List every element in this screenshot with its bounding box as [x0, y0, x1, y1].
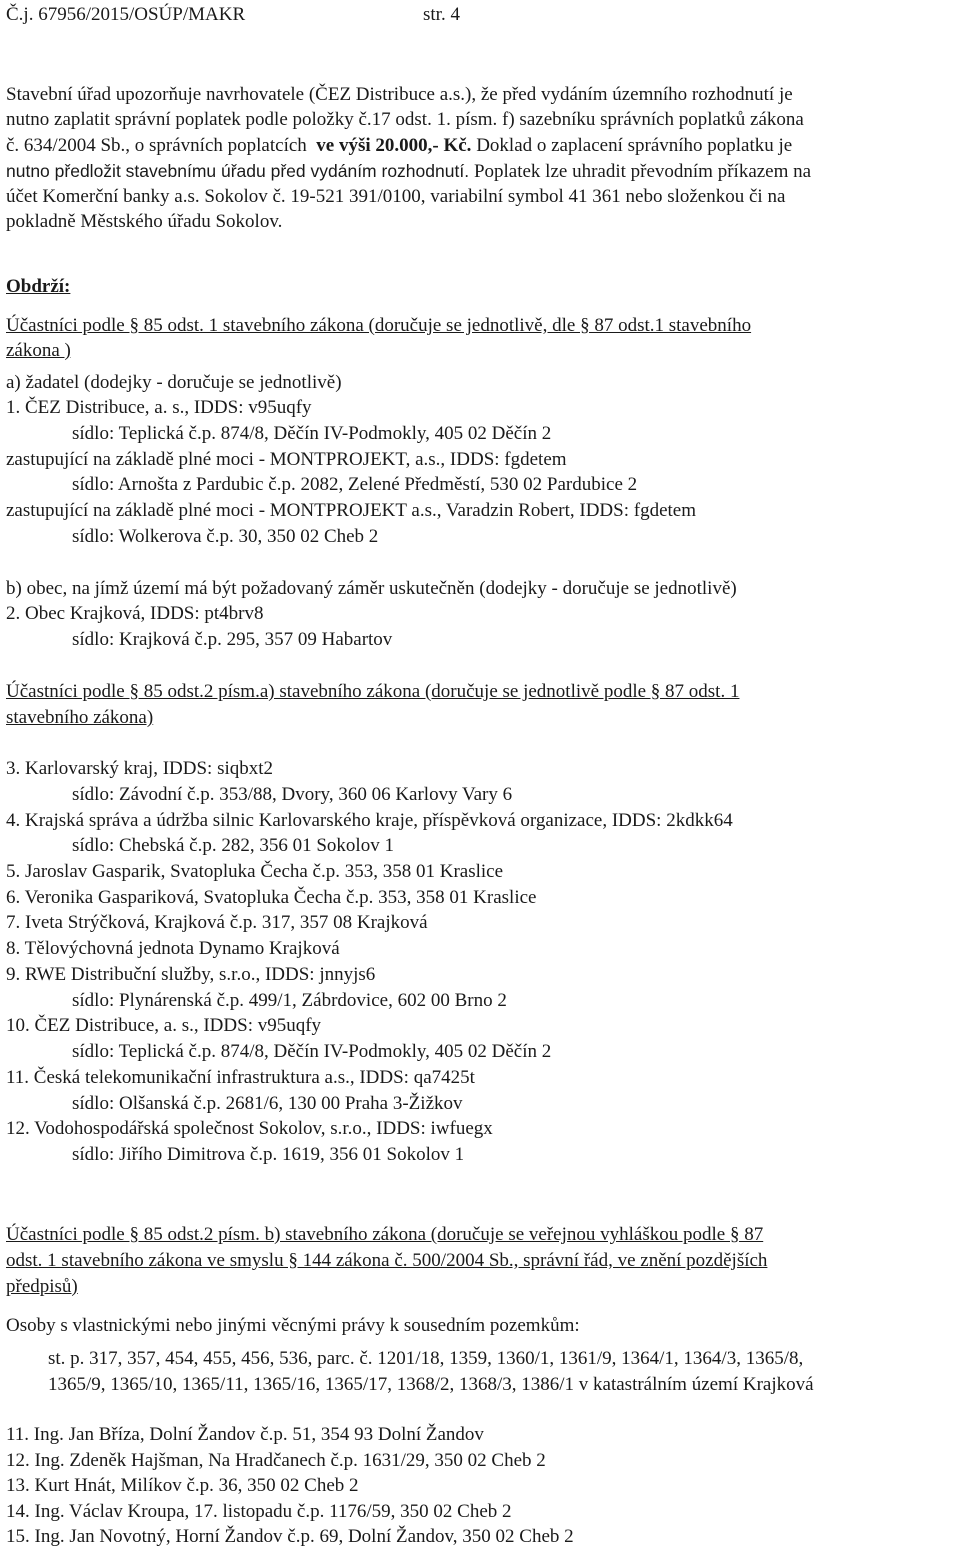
list-item-address: sídlo: Plynárenská č.p. 499/1, Zábrdovice, 602 00 Brno 2 — [72, 990, 507, 1011]
list-item: 3. Karlovarský kraj, IDDS: siqbxt2 — [6, 758, 274, 779]
intro-line-4-text-b: Poplatek lze uhradit převodním příkazem na — [473, 161, 812, 182]
list-item: 14. Ing. Václav Kroupa, 17. listopadu č.p. 1176/59, 350 02 Cheb 2 — [6, 1501, 512, 1522]
intro-line-2: nutno zaplatit správní poplatek podle položky č.17 odst. 1. písm. f) sazebníku správních poplatků zákona — [6, 109, 804, 130]
group1-heading-2: zákona ) — [6, 340, 71, 361]
list-item: 12. Ing. Zdeněk Hajšman, Na Hradčanech č.p. 1631/29, 350 02 Cheb 2 — [6, 1450, 546, 1471]
group1-subheading-b: b) obec, na jímž území má být požadovaný záměr uskutečněn (dodejky - doručuje se jednotlivě) — [6, 578, 737, 599]
group2-heading-1: Účastníci podle § 85 odst.2 písm.a) stavebního zákona (doručuje se jednotlivě podle § 87 odst. 1 — [6, 681, 740, 702]
recipient-1-representative-2: zastupující na základě plné moci - MONTPROJEKT a.s., Varadzin Robert, IDDS: fgdetem — [6, 500, 697, 521]
list-item-address: sídlo: Závodní č.p. 353/88, Dvory, 360 06 Karlovy Vary 6 — [72, 784, 513, 805]
group1-subheading-a: a) žadatel (dodejky - doručuje se jednotlivě) — [6, 372, 342, 393]
recipient-1: 1. ČEZ Distribuce, a. s., IDDS: v95uqfy — [6, 397, 312, 418]
list-item-address: sídlo: Chebská č.p. 282, 356 01 Sokolov 1 — [72, 835, 394, 856]
list-item: 13. Kurt Hnát, Milíkov č.p. 36, 350 02 Cheb 2 — [6, 1475, 359, 1496]
intro-line-3-text-b: Doklad o zaplacení správního poplatku je — [476, 135, 793, 156]
recipient-1-representative-2-address: sídlo: Wolkerova č.p. 30, 350 02 Cheb 2 — [72, 526, 379, 547]
intro-line-6: pokladně Městského úřadu Sokolov. — [6, 211, 283, 232]
list-item: 7. Iveta Strýčková, Krajková č.p. 317, 357 08 Krajková — [6, 912, 428, 933]
list-item: 12. Vodohospodářská společnost Sokolov, s.r.o., IDDS: iwfuegx — [6, 1118, 493, 1139]
group3-heading-2: odst. 1 stavebního zákona ve smyslu § 144 zákona č. 500/2004 Sb., správní řád, ve znění pozdějších — [6, 1250, 768, 1271]
list-item: 5. Jaroslav Gasparik, Svatopluka Čecha č.p. 353, 358 01 Kraslice — [6, 861, 504, 882]
list-item: 4. Krajská správa a údržba silnic Karlovarského kraje, příspěvková organizace, IDDS: 2kdkk64 — [6, 810, 733, 831]
list-item: 6. Veronika Gaspariková, Svatopluka Čecha č.p. 353, 358 01 Kraslice — [6, 887, 537, 908]
list-item: 10. ČEZ Distribuce, a. s., IDDS: v95uqfy — [6, 1015, 322, 1036]
list-item: 9. RWE Distribuční služby, s.r.o., IDDS: jnnyjs6 — [6, 964, 376, 985]
list-item-address: sídlo: Teplická č.p. 874/8, Děčín IV-Podmokly, 405 02 Děčín 2 — [72, 1041, 552, 1062]
list-item: 11. Česká telekomunikační infrastruktura a.s., IDDS: qa7425t — [6, 1067, 475, 1088]
intro-line-4 — [6, 158, 811, 184]
recipient-1-address: sídlo: Teplická č.p. 874/8, Děčín IV-Podmokly, 405 02 Děčín 2 — [72, 423, 552, 444]
fee-amount: ve výši 20.000,- Kč. — [316, 135, 472, 156]
list-item-address: sídlo: Olšanská č.p. 2681/6, 130 00 Praha 3-Žižkov — [72, 1093, 463, 1114]
recipients-heading: Obdrží: — [6, 276, 71, 297]
group2-heading-2: stavebního zákona) — [6, 707, 154, 728]
intro-line-1: Stavební úřad upozorňuje navrhovatele (ČEZ Distribuce a.s.), že před vydáním územního rozhodnutí je — [6, 84, 793, 105]
intro-line-5: účet Komerční banky a.s. Sokolov č. 19-521 391/0100, variabilní symbol 41 361 nebo složenkou či na — [6, 186, 786, 207]
intro-line-3 — [6, 133, 792, 159]
intro-line-3-text: č. 634/2004 Sb., o správních poplatcích — [6, 135, 307, 156]
intro-line-4-text: nutno předložit stavebnímu úřadu před vydáním rozhodnutí. — [6, 161, 470, 181]
recipient-1-representative-1-address: sídlo: Arnošta z Pardubic č.p. 2082, Zelené Předměstí, 530 02 Pardubice 2 — [72, 474, 638, 495]
list-item: 11. Ing. Jan Bříza, Dolní Žandov č.p. 51, 354 93 Dolní Žandov — [6, 1424, 484, 1445]
header-reference: Č.j. 67956/2015/OSÚP/MAKR — [6, 4, 246, 25]
parcels-line-1: st. p. 317, 357, 454, 455, 456, 536, parc. č. 1201/18, 1359, 1360/1, 1361/9, 1364/1, 1364/3, 1365/8, — [48, 1348, 804, 1369]
parcels-line-2: 1365/9, 1365/10, 1365/11, 1365/16, 1365/17, 1368/2, 1368/3, 1386/1 v katastrálním území Krajková — [48, 1374, 814, 1395]
list-item: 8. Tělovýchovná jednota Dynamo Krajková — [6, 938, 340, 959]
group3-heading-3: předpisů) — [6, 1276, 78, 1297]
neighbours-intro: Osoby s vlastnickými nebo jinými věcnými právy k sousedním pozemkům: — [6, 1315, 580, 1336]
recipient-2-address: sídlo: Krajková č.p. 295, 357 09 Habartov — [72, 629, 393, 650]
group3-heading-1: Účastníci podle § 85 odst.2 písm. b) stavebního zákona (doručuje se veřejnou vyhláškou podle § 87 — [6, 1224, 764, 1245]
recipient-2: 2. Obec Krajková, IDDS: pt4brv8 — [6, 603, 264, 624]
header-page-number: str. 4 — [423, 4, 460, 25]
list-item: 15. Ing. Jan Novotný, Horní Žandov č.p. 69, Dolní Žandov, 350 02 Cheb 2 — [6, 1526, 574, 1547]
list-item-address: sídlo: Jiřího Dimitrova č.p. 1619, 356 01 Sokolov 1 — [72, 1144, 465, 1165]
recipient-1-representative-1: zastupující na základě plné moci - MONTPROJEKT, a.s., IDDS: fgdetem — [6, 449, 567, 470]
group1-heading-1: Účastníci podle § 85 odst. 1 stavebního zákona (doručuje se jednotlivě, dle § 87 odst.1 stavebního — [6, 315, 752, 336]
